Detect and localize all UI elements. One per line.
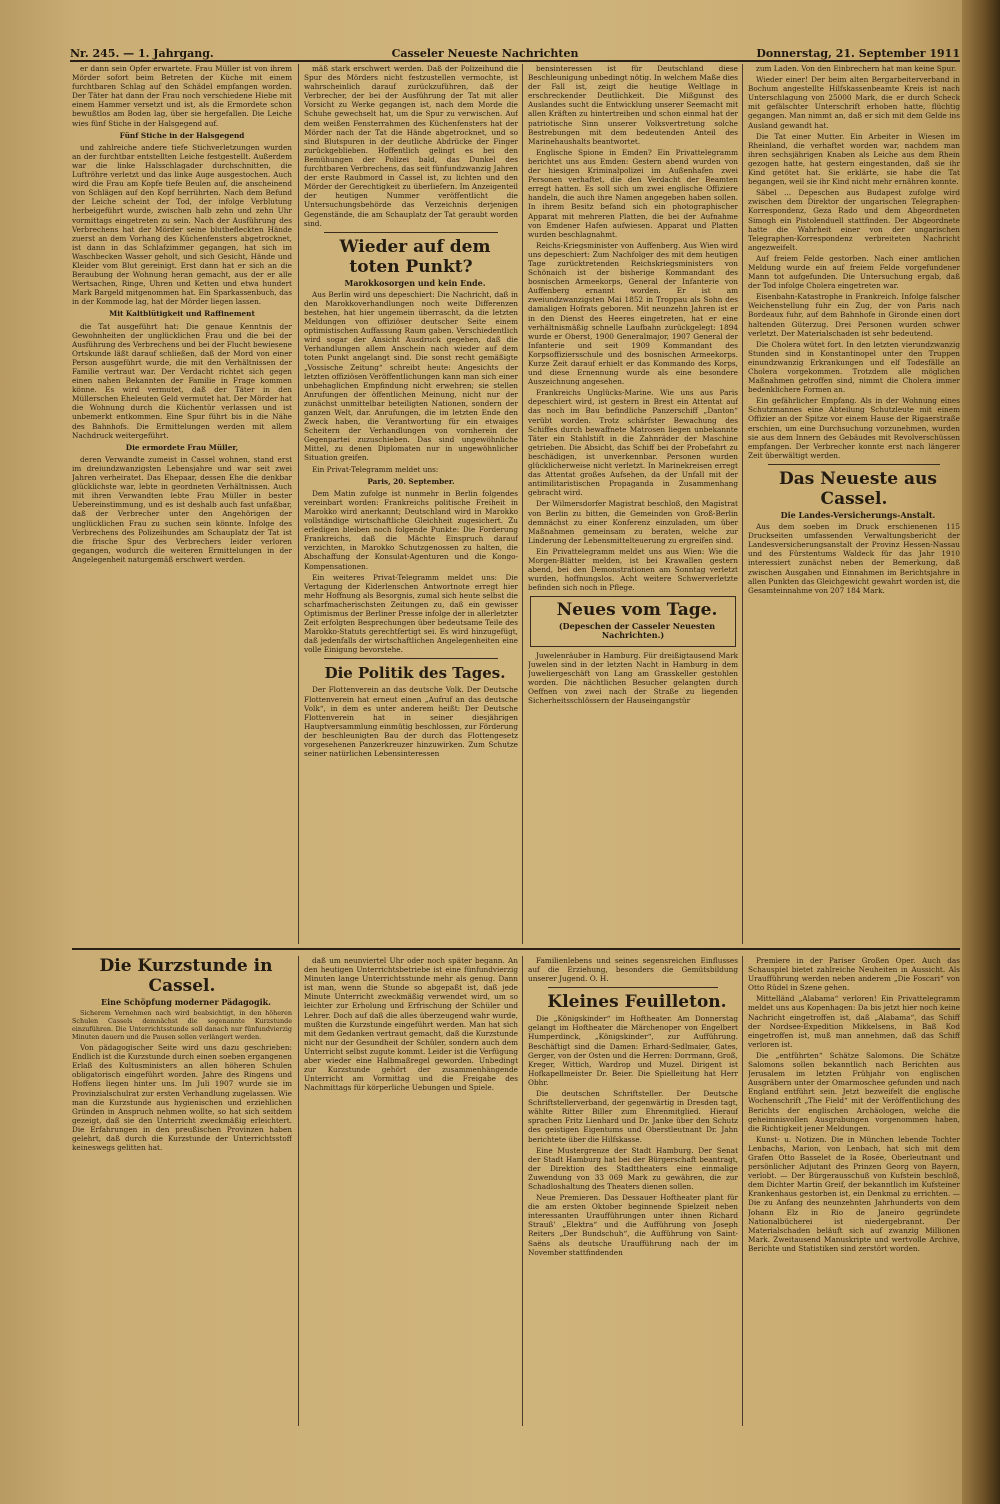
column-4 — [748, 64, 960, 944]
paragraph: Der Wilmersdorfer Magistrat beschloß, den Magistrat von Berlin zu bitten, die Gemeinden von Groß-Berlin demnächst zu einer Konferenz einzuladen, um über Maßnahmen gemeinsam zu beraten, welche zur Linderung der Lebensmittelteuerung zu ergreifen sind. — [528, 499, 738, 545]
issue-date: Donnerstag, 21. September 1911 — [756, 47, 960, 60]
issue-number: Nr. 245. — 1. Jahrgang. — [70, 47, 214, 60]
article-subheadline: (Depeschen der Casseler Neuesten Nachrichten.) — [558, 621, 716, 641]
paragraph: Auf freiem Felde gestorben. Nach einer amtlichen Meldung wurde ein auf freiem Felde vorgefundener Mann tot aufgefunden. Die Untersuchung ergab, daß der Tod infolge Cholera eingetreten war. — [748, 253, 960, 291]
page-header — [70, 36, 960, 62]
paragraph: Eisenbahn-Katastrophe in Frankreich. Infolge falscher Weichenstellung fuhr ein Zug, der von Paris nach Bordeaux fuhr, auf dem Bahnhofe in Gironde einen dort haltenden Güterzug. Drei Personen wurden schwer verletzt. Der Materialschaden ist sehr bedeutend. — [748, 292, 960, 338]
divider — [768, 464, 940, 465]
column-divider — [522, 956, 523, 1426]
dateline: Paris, 20. September. — [367, 476, 455, 486]
paragraph: Dem Matin zufolge ist nunmehr in Berlin folgendes vereinbart worden: Frankreichs politische Freiheit in Marokko wird anerkannt; Deutschland wird in Marokko vollständige wirtschaftliche Gleichheit zugesichert. Zu erledigen bleiben noch folgende Punkte: Die Forderung Frankreichs, daß die Mächte Einspruch darauf verzichten, in Marokko Schutzgenossen zu halten, die Abschaffung der Konsulat-Agenturen und die Kongo-Kompensationen. — [304, 488, 518, 571]
bottom-column-2 — [304, 956, 518, 1426]
paragraph: die Tat ausgeführt hat: Die genaue Kenntnis der Gewohnheiten der unglücklichen Frau und die bei der Ausführung des Verbrechens und bei der Flucht bewiesene Ortskunde läßt darauf schließen, daß der Mord von einer Person ausgeführt wurde, die mit den Verhältnissen der Familie vertraut war. Der Verdacht richtet sich gegen einen nahen Bekannten der Familie in Frage kommen könne. Es wird vermutet, daß der Täter in den Müllerschen Eheleuten Geld vermutet hat. Der Mörder hat die Wohnung durch die Küchentür verlassen und ist unbemerkt entkommen. Eine Spur führt bis in die Nähe des Bahnhofs. Die Ermittelungen werden mit allem Nachdruck weitergeführt. — [72, 321, 292, 440]
column-divider — [298, 64, 299, 944]
headline-box — [530, 596, 736, 646]
column-divider — [522, 64, 523, 944]
paragraph: Die „entführten“ Schätze Salomons. Die Schätze Salomons sollen bekanntlich nach Berichten aus Jerusalem im letzten Frühjahr von englischen Ausgräbern unter der Omarmoschee gefunden und nach England entführt sein. Jetzt bezweifelt die englische Wochenschrift „The Field“ mit der Veröffentlichung des Berichts der englischen Archäologen, welche die geheimnisvollen Ausgrabungen vorgenommen haben, die Richtigkeit jener Meldungen. — [748, 1050, 960, 1133]
paragraph: Der Flottenverein an das deutsche Volk. Der Deutsche Flottenverein hat erneut einen „Aufruf an das deutsche Volk“, in dem es unter anderem heißt: Der Deutsche Flottenverein hat in seiner diesjährigen Hauptversammlung einmütig beschlossen, zur Förderung der beschleunigten Bau der durch das Flottengesetz vorgesehenen Panzerkreuzer hinzuwirken. Zum Schutze seiner natürlichen Lebensinteressen — [304, 685, 518, 759]
article-headline: Das Neueste aus Cassel. — [779, 468, 937, 509]
subheading: Fünf Stiche in der Halsgegend — [119, 130, 245, 140]
paragraph: Ein gefährlicher Empfang. Als in der Wohnung eines Schutzmannes eine Abteilung Schutzleute mit einem Offizier an der Spitze vor einem Hause der Rigaerstraße erschien, um eine Durchsuchung vorzunehmen, wurden sie aus dem Innern des Gebäudes mit Revolverschüssen empfangen. Der Verbrecher konnte erst nach längerer Zeit überwältigt werden. — [748, 396, 960, 460]
paragraph: Reichs-Kriegsminister von Auffenberg. Aus Wien wird uns depeschiert: Zum Nachfolger des mit dem heutigen Tage zurücktretenden Reichskriegsministers von Schönaich ist der bisherige Kommandant des bosnischen Armeekorps, General der Infanterie von Auffenberg ernannt worden. Er ist am zweiundzwanzigsten Mai 1852 in Troppau als Sohn des damaligen Hofrats geboren. Mit neunzehn Jahren ist er in den Dienst des Heeres eingetreten, hat er eine verhältnismäßig schnelle Laufbahn zurückgelegt: 1894 wurde er Oberst, 1900 Generalmajor, 1907 General der Infanterie und seit 1909 Kommandant des Korpsoffiziersschule und des bosnischen Armeekorps. Kurze Zeit darauf erhielt er das Kommando des Korps, und diese Ernennung wurde als eine besondere Auszeichnung angesehen. — [528, 240, 738, 387]
divider — [324, 232, 498, 233]
newspaper-title: Casseler Neueste Nachrichten — [391, 47, 579, 60]
editorial-note: Sicherem Vernehmen nach wird beabsichtigt, in den höheren Schulen Cassels demnächst die sogenannte Kurzstunde einzuführen. Die Unterrichtsstunde soll danach nur fünfundvierzig Minuten dauern und die Pausen sollen verlängert werden. — [72, 1009, 292, 1042]
paragraph: zum Laden. Von den Einbrechern hat man keine Spur. — [756, 64, 957, 73]
article-headline: Die Kurzstunde in Cassel. — [99, 956, 273, 996]
article-headline: Wieder auf dem toten Punkt? — [339, 236, 491, 277]
paragraph: Aus Berlin wird uns depeschiert: Die Nachricht, daß in den Marokkoverhandlungen noch weite Differenzen bestehen, hat hier ungemein überrascht, da die letzten Meldungen von offiziöser deutscher Seite einem optimistischen Auffassung Raum gaben. Verschiedentlich wird sogar der Ansicht Ausdruck gegeben, daß die Verhandlungen allem Anschein nach wieder auf dem toten Punkt angelangt sind. Die sonst recht gemäßigte „Vossische Zeitung“ schreibt heute: Angesichts der letzten offiziösen Veröffentlichungen kann man sich einer unbehaglichen Empfindung nicht erwehren; sie stellen Anrufungen der öffentlichen Meinung, nicht nur der zunächst unmittelbar beteiligten Nationen, sondern der ganzen Welt, dar. Anrufungen, die im letzten Ende den Zweck haben, die Verantwortung für ein etwaiges Scheitern der Verhandlungen von vornherein der Gegenpartei zuzuschieben. Das sind ungewöhnliche Mittel, zu denen Diplomaten nur in ungewöhnlicher Situation greifen. — [304, 289, 518, 463]
paragraph: Premiere in der Pariser Großen Oper. Auch das Schauspiel bietet zahlreiche Neuheiten in Aussicht. Als Uraufführung werden neben anderem „Die Foscari“ von Otto Rüdel in Szene gehen. — [748, 956, 960, 993]
paragraph: mäß stark erschwert werden. Daß der Polizeihund die Spur des Mörders nicht festzustellen vermochte, ist wahrscheinlich darauf zurückzuführen, daß der Verbrecher, der bei der Ausführung der Tat mit aller Vorsicht zu Werke gegangen ist, nach dem Morde die Schuhe gewechselt hat, um die Spur zu verwischen. Auf dem weißen Fensterrahmen des Küchenfensters hat der Mörder nach der Tat die Hände abgetrocknet, und so sind Blutspuren in der deutliche Abdrücke der Finger zurückgeblieben. Hoffentlich gelingt es bei den Bemühungen der Polizei bald, das Dunkel des furchtbaren Verbrechens, das seit fünfundzwanzig Jahren der erste Raubmord in Cassel ist, zu lichten und den Mörder der Gerechtigkeit zu überliefern. Im Anzeigenteil der heutigen Nummer veröffentlicht die Untersuchungsbehörde das Verzeichnis derjenigen Gegenstände, die am Schauplatz der Tat geraubt worden sind. — [304, 64, 518, 228]
paragraph: daß um neunviertel Uhr oder noch später begann. An den heutigen Unterrichtsbetriebe ist eine fünfundvierzig Minuten lange Unterrichtsstunde mehr als genug. Dann ist man, wenn die Stunde so abgepaßt ist, daß jede Minute Unterricht zweckmäßig verwendet wird, um so leichter zur Erholung und Erfrischung der Schüler und Lehrer. Doch auf daß die alles überzeugend wahr wurde, mußten die Kurzstunde eingeführt werden. Man hat sich mit dem Gedanken vertraut gemacht, daß die Kurzstunde nicht nur der Gesundheit der Schüler, sondern auch dem Unterricht selbst zugute kommt. Leider ist die Verfügung aber wieder eine Halbmaßregel geworden. Unbedingt zur Kurzstunde gehört der zusammenhängende Unterricht am Vormittag und die Freigabe des Nachmittags für körperliche Uebungen und Spiele. — [304, 956, 518, 1093]
column-divider — [742, 64, 743, 944]
paragraph: Frankreichs Unglücks-Marine. Wie uns aus Paris depeschiert wird, ist gestern in Brest ein Attentat auf das noch im Bau befindliche Panzerschiff „Danton“ verübt worden. Trotz schärfster Bewachung des Schiffes durch bewaffnete Matrosen liegen unbekannte Täter ein Stahlstift in die Zahnräder der Maschine getrieben. Die Absicht, das Schiff bei der Probefahrt zu beschädigen, ist unverkennbar. Personen wurden glücklicherweise nicht verletzt. In Marinekreisen erregt das Attentat großes Aufsehen, da der Unfall mit der antimilitaristischen Propaganda in Zusammenhang gebracht wird. — [528, 388, 738, 498]
article-subheadline: Eine Schöpfung moderner Pädagogik. — [101, 997, 271, 1007]
paragraph: bensinteressen ist für Deutschland diese Beschleunigung unbedingt nötig. In welchem Maße dies der Fall ist, zeigt die heutige Weltlage in erschreckender Deutlichkeit. Die Mißgunst des Auslandes sucht die Entwicklung unserer Seemacht mit allen Kräften zu hintertreiben und schon einmal hat der patriotische Sinn unserer Volksvertretung solche Bestrebungen mit dem bedeutenden Anteil des Marinehaushalts beantwortet. — [528, 64, 738, 146]
paragraph: und zahlreiche andere tiefe Stichverletzungen wurden an der furchtbar entstellten Leiche festgestellt. Außerdem war die linke Halsschlagader durchschnitten, die Luftröhre verletzt und das linke Auge ausgestochen. Auch wird die Frau am Kopfe tiefe Beulen auf, die anscheinend von Schlägen auf den Kopf herrührten. Nach dem Befund der Leiche scheint der Tod, der infolge Verblutung herbeigeführt wurde, zwischen halb zehn und zehn Uhr vormittags eingetreten zu sein. Nach der Ausführung des Verbrechens hat der Mörder seine blutbefleckten Hände zuerst an dem Vorhang des Küchenfensters abgetrocknet, ist dann in das Schlafzimmer gegangen, hat sich im Waschbecken Wasser geholt, und sich Gesicht, Hände und Kleider vom Blut gereinigt. Erst dann hat er sich an die Beraubung der Wohnung heran gemacht, aus der er alle Wertsachen, Ringe, Uhren und Ketten und etwa hundert Mark Bargeld mitgenommen hat. Ein Sparkassenbuch, das in der Kommode lag, hat der Mörder liegen lassen. — [72, 142, 292, 307]
paragraph: Familienlebens und seines segensreichen Einflusses auf die Erziehung, besonders die Gemütsbildung unserer Jugend. O. H. — [528, 956, 738, 984]
column-2 — [304, 64, 518, 944]
paragraph: deren Verwandte zumeist in Cassel wohnen, stand erst im dreiundzwanzigsten Lebensjahre und war seit zwei Jahren verheiratet. Das Ehepaar, dessen Ehe die denkbar glücklichste war, lebte in geordneten Verhältnissen. Auch mit ihren Verwandten lebte Frau Müller in bester Uebereinstimmung, und es ist deshalb auch fast unfaßbar, daß der Verbrecher unter den Angehörigen der unglücklichen Frau zu suchen sein könnte. Infolge des Verbrechens des Polizeihundes am Schauplatz der Tat ist die frische Spur des Verbrechers leider verloren gegangen, wodurch die weiteren Ermittelungen in der Angelegenheit naturgemäß erschwert werden. — [72, 454, 292, 564]
paragraph: Juwelenräuber in Hamburg. Für dreißigtausend Mark Juwelen sind in der letzten Nacht in Hamburg in dem Juweliergeschäft von Lang am Grasskeller gestohlen worden. Die nächtlichen Besucher gelangten durch Oeffnen von zwei nach der Straße zu liegenden Sicherheitsschlössern der Hauseingangstür — [528, 650, 738, 705]
paragraph: Die deutschen Schriftsteller. Der Deutsche Schriftstellerverband, der gegenwärtig in Dresden tagt, wählte Ritter Biller zum Ehrenmitglied. Hierauf sprachen Fritz Lienhard und Dr. Janke über den Schutz des geistigen Eigentums und Oberstleutnant Dr. Jahn berichtete über die Hilfskasse. — [528, 1089, 738, 1144]
paragraph: Neue Premieren. Das Dessauer Hoftheater plant für die am ersten Oktober beginnende Spielzeit neben interessanten Uraufführungen unter ihnen Richard Strauß' „Elektra“ und die Aufführung von Joseph Reiters „Der Bundschuh“, die Aufführung von Saint-Saëns als deutsche Uraufführung nach der im November stattfindenden — [528, 1193, 738, 1257]
divider — [548, 987, 718, 988]
column-3 — [528, 64, 738, 944]
subheading: Die ermordete Frau Müller, — [125, 442, 239, 452]
article-headline: Die Politik des Tages. — [324, 664, 506, 683]
bottom-column-1 — [72, 956, 292, 1426]
column-divider — [742, 956, 743, 1426]
divider — [324, 658, 498, 659]
paragraph: Von pädagogischer Seite wird uns dazu geschrieben: Endlich ist die Kurzstunde durch einen soeben ergangenen Erlaß des Kultusministers an allen höheren Schulen obligatorisch eingeführt worden. Jahre des Ringens und Hoffens liegen hinter uns. Im Juli 1907 wurde sie im Provinzialschulrat zur ersten Verhandlung zugelassen. Wie man die Kurzstunde aus hygienischen und erziehlichen Gründen in Anspruch nehmen wollte, so hat sich seitdem gezeigt, daß sie den Unterricht zweckmäßig erleichtert. Die Erfahrungen in den preußischen Provinzen haben gelehrt, daß durch die Kurzstunde der Unterrichtsstoff keineswegs gelitten hat. — [72, 1043, 292, 1153]
paragraph: Wieder einer! Der beim alten Bergarbeiterverband in Bochum angestellte Hilfskassenbeamte Kreis ist nach Unterschlagung von 25000 Mark, die er durch Scheck mit gefälschter Unterschrift erhoben hatte, flüchtig gegangen. Man nimmt an, daß er sich mit dem Gelde ins Ausland gewandt hat. — [748, 75, 960, 130]
bottom-column-3 — [528, 956, 738, 1426]
paragraph: Aus dem soeben im Druck erschienenen 115 Druckseiten umfassenden Verwaltungsbericht der Landesversicherungsanstalt der Provinz Hessen-Nassau und des Fürstentums Waldeck für das Jahr 1910 interessiert zunächst neben der Bemerkung, daß zwischen Ausgaben und Einnahmen im Berichtsjahre in allen Punkten das Gleichgewicht gewahrt worden ist, die Gesamteinnahme von 207 184 Mark. — [748, 522, 960, 595]
paragraph: Die „Königskinder“ im Hoftheater. Am Donnerstag gelangt im Hoftheater die Märchenoper von Engelbert Humperdinck, „Königskinder“, zur Aufführung. Beschäftigt sind die Damen: Erhard-Sedlmaier, Gates, Gerger, von der Osten und die Herren: Dorrmann, Groß, Kreger, Wittich, Wardrop und Muzel. Dirigent ist Hofkapellmeister Dr. Beier. Die Spielleitung hat Herr Obhr. — [528, 1014, 738, 1087]
subheading: Mit Kaltblütigkeit und Raffinement — [109, 309, 255, 319]
article-headline: Kleines Feuilleton. — [547, 992, 727, 1013]
paragraph: Die Tat einer Mutter. Ein Arbeiter in Wiesen im Rheinland, die verhaftet worden war, nachdem man ihren sechsjährigen Knaben als Leiche aus dem Rhein gezogen hatte, hat gestern eingestanden, daß sie ihr Kind getötet hat. Sie erklärte, sie habe die Tat begangen, weil sie ihr Kind nicht mehr ernähren konnte. — [748, 131, 960, 187]
section-divider — [72, 948, 960, 950]
paragraph: Ein Privat-Telegramm meldet uns: — [312, 464, 439, 474]
column-1 — [72, 64, 292, 944]
paragraph: Ein weiteres Privat-Telegramm meldet uns: Die Vertagung der Kiderlenschen Antwortnote erregt hier mehr Hoffnung als Besorgnis, zumal sich heute selbst die scharfmacherischsten Zeitungen zu, daß ein gewisser Optimismus der Berliner Presse infolge der in allerletzter Zeit erfolgten Besprechungen über bedeutsame Teile des Marokko-Statuts gerechtfertigt sei. Es wird hinzugefügt, daß jedenfalls der wirtschaftlichen Angelegenheiten eine volle Einigung bevorstehe. — [304, 572, 518, 655]
paragraph: er dann sein Opfer erwartete. Frau Müller ist von ihrem Mörder sofort beim Betreten der Küche mit einem furchtbaren Schlag auf den Schädel empfangen worden. Der Täter hat dann der Frau noch verschiedene Hiebe mit einem Hammer versetzt und ist, als die Ermordete schon bewußtlos am Boden lag, über sie hergefallen. Die Leiche wies fünf Stiche in der Halsgegend auf. — [72, 64, 292, 128]
paragraph: Mittelländ „Alabama“ verloren! Ein Privattelegramm meldet uns aus Kopenhagen: Da bis jetzt hier noch keine Nachricht eingetroffen ist, daß „Alabama“, das Schiff der Nordsee-Expedition Mikkelsens, in Baß Kod eingetroffen ist, muß man annehmen, daß das Schiff verloren ist. — [748, 994, 960, 1049]
paragraph: Säbel ... Depeschen aus Budapest zufolge wird zwischen dem Direktor der ungarischen Telegraphen-Korrespondenz, Geza Rado und dem Abgeordneten Simogh ein Pistolenduell stattfinden. Der Abgeordnete hatte die Wahrheit einer von der ungarischen Telegraphen-Korrespondenz verbreiteten Nachricht angezweifelt. — [748, 188, 960, 252]
paragraph: Kunst- u. Notizen. Die in München lebende Tochter Lenbachs, Marion, von Lenbach, hat sich mit dem Grafen Otto Basselet de la Rosée, Oberleutnant und persönlicher Adjutant des Prinzen Georg von Bayern, verlobt. — Der Bürgerausschuß von Kufstein beschloß, dem Dichter Martin Greif, der bekanntlich im Kufsteiner Krankenhaus gestorben ist, ein Denkmal zu errichten. — Die zu Anfang des neunzehnten Jahrhunderts von dem Johann Elz in Rio de Janeiro gegründete Nationalbücherei ist niedergebrannt. Der Materialschaden beläuft sich auf zwanzig Millionen Mark. Zweitausend Manuskripte und wertvolle Archive, Berichte und Statistiken sind zerstört worden. — [748, 1134, 960, 1253]
bottom-column-4 — [748, 956, 960, 1426]
paragraph: Ein Privattelegramm meldet uns aus Wien: Wie die Morgen-Blätter melden, ist bei Krawallen gestern abend, bei den Demonstrationen am Sonntag verletzt wurden, hoffnungslos. Acht weitere Schwerverletzte befinden sich noch in Pflege. — [528, 546, 738, 593]
column-divider — [298, 956, 299, 1426]
article-subheadline: Die Landes-Versicherungs-Anstalt. — [780, 509, 936, 520]
article-subheadline: Marokkosorgen und kein Ende. — [344, 277, 486, 288]
paragraph: Die Cholera wütet fort. In den letzten vierundzwanzig Stunden sind in Konstantinopel unter den Truppen einundzwanzig Erkrankungen und elf Todesfälle an Cholera vorgekommen. Trotzdem alle möglichen Maßnahmen getroffen sind, nimmt die Cholera immer bedenklichere Formen an. — [748, 339, 960, 395]
page-edge-shadow — [962, 0, 1000, 1504]
paragraph: Englische Spione in Emden? Ein Privattelegramm berichtet uns aus Emden: Gestern abend wurden von der hiesigen Kriminalpolizei im Außenhafen zwei Personen verhaftet, die den Verdacht der Beamten erregt hatten. Es soll sich um zwei englische Offiziere handeln, die auch ihre Namen angegeben haben sollen. In ihrem Besitz befand sich ein photographischer Apparat mit mehreren Platten, die bei der Aufnahme von Emdener Hafen aufwiesen. Apparat und Platten wurden beschlagnahmt. — [528, 147, 738, 239]
article-headline: Neues vom Tage. — [556, 600, 718, 621]
paragraph: Eine Mustergrenze der Stadt Hamburg. Der Senat der Stadt Hamburg hat bei der Bürgerschaft beantragt, der Direktion des Stadttheaters eine einmalige Zuwendung von 33 069 Mark zu gewähren, die zur Schadloshaltung des Theaters dienen sollen. — [528, 1145, 738, 1191]
